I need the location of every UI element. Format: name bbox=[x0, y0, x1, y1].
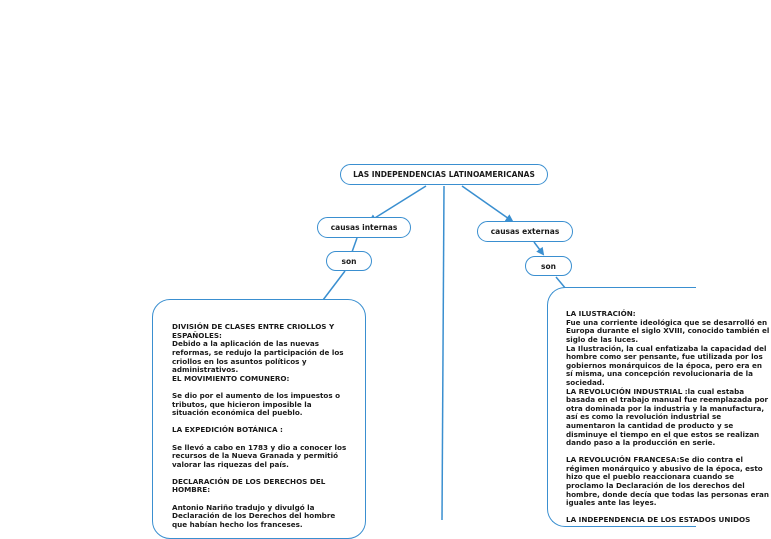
link-root-to-internal bbox=[370, 186, 426, 221]
internal-causes-box[interactable] bbox=[152, 299, 366, 539]
link-root-to-external bbox=[462, 186, 512, 221]
internal-son-node[interactable] bbox=[326, 251, 372, 271]
external-son-node[interactable] bbox=[525, 256, 572, 276]
external-causes-box[interactable] bbox=[547, 287, 770, 527]
external-causes-node[interactable] bbox=[477, 221, 573, 242]
link-root-to-center bbox=[442, 186, 444, 520]
link-external-to-son bbox=[534, 242, 543, 254]
external-causes-label: causas externas bbox=[490, 227, 560, 236]
link-son-to-internal-box bbox=[323, 271, 345, 300]
internal-causes-text: DIVISIÓN DE CLASES ENTRE CRIOLLOS Y ESPAÑOLES: Debido a la aplicación de las nuevas reformas, se redujo la participación de los criollos en los asuntos políticos y administrativos. EL MOVIMIENTO COMUNERO: Se dio por el aumento de los impuestos o tributos, que hicieron imposible la situación económica del pueblo. LA EXPEDICIÓN BOTÁNICA : Se llevó a cabo en 1783 y dio a conocer los recursos de la Nueva Granada y permitió valorar las riquezas del país. DECLARACIÓN DE LOS DERECHOS DEL HOMBRE: Antonio Nariño tradujo y divulgó la Declaración de los Derechos del hombre que habían hecho los franceses. bbox=[172, 322, 347, 529]
root-topic[interactable] bbox=[340, 164, 548, 185]
internal-son-label: son bbox=[341, 256, 357, 266]
internal-causes-label: causas internas bbox=[330, 223, 398, 232]
link-internal-to-son bbox=[352, 238, 357, 252]
external-son-label: son bbox=[541, 261, 556, 271]
root-topic-label: LAS INDEPENDENCIAS LATINOAMERICANAS bbox=[353, 170, 535, 179]
internal-causes-node[interactable] bbox=[317, 217, 411, 238]
external-causes-text: LA ILUSTRACIÓN: Fue una corriente ideológica que se desarrolló en Europa durante el siglo XVIII, conocido también el siglo de las luces. La Ilustración, la cual enfatizaba la capacidad del hombre como ser pensante, fue utilizada por los gobiernos monárquicos de la época, pero era en sí misma, una concepción revolucionaria de la sociedad. LA REVOLUCIÓN INDUSTRIAL :la cual estaba basada en el trabajo manual fue reemplazada por otra dominada por la industria y la manufactura, así es como la revolución industrial se aumentaron la cantidad de producto y se disminuye el tiempo en el que estos se realizan dando paso a la producción en serie. LA REVOLUCIÓN FRANCESA:Se dio contra el régimen monárquico y abusivo de la época, esto hizo que el pueblo reaccionara cuando se proclamo la Declaración de los derechos del hombre, donde decía que todas las personas eran iguales ante las leyes. LA INDEPENDENCIA DE LOS ESTADOS UNIDOS bbox=[566, 309, 770, 525]
